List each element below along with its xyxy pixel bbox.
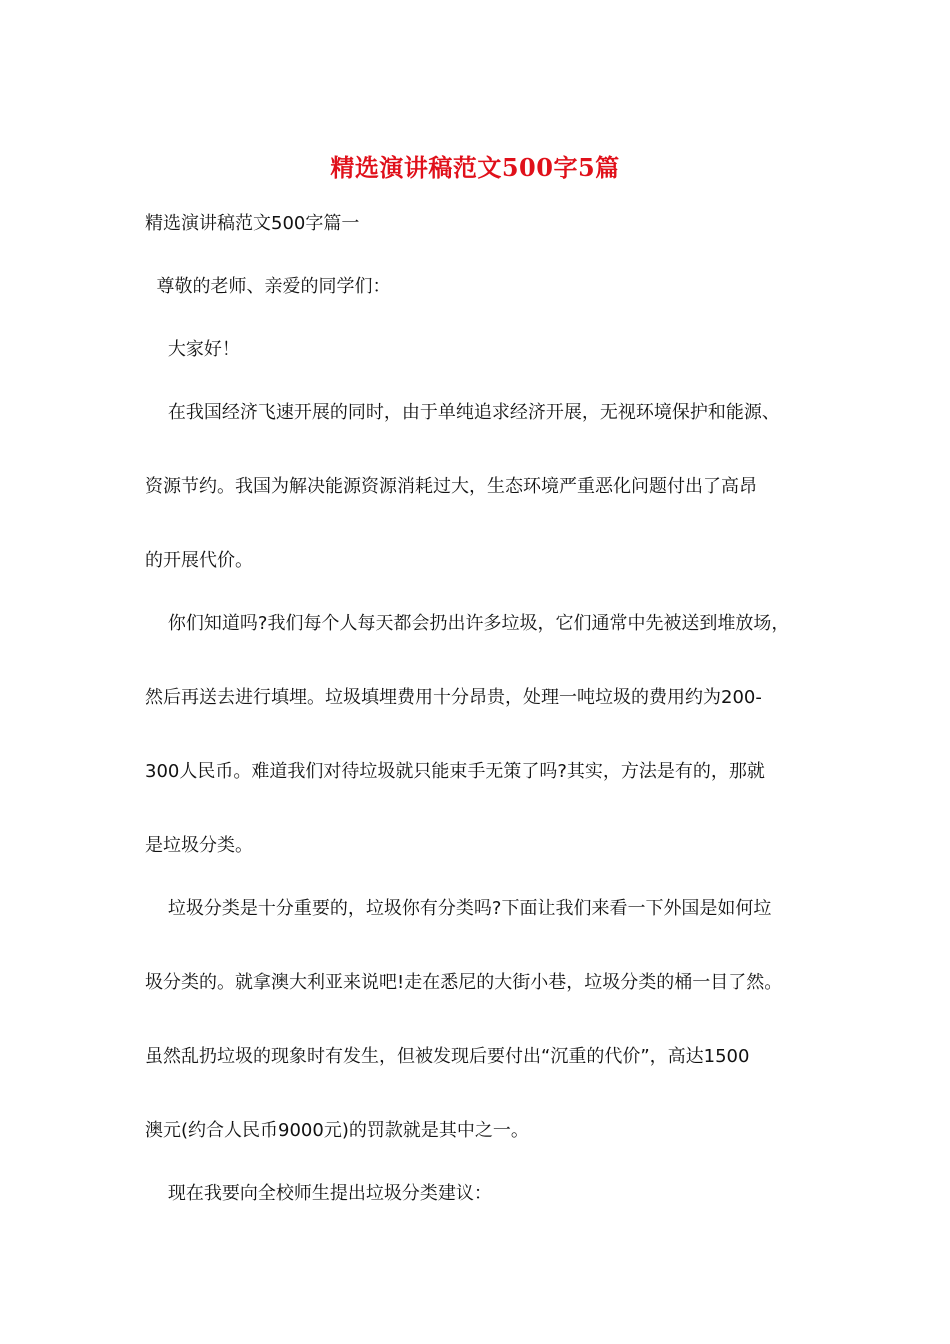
- paragraph-line: 虽然乱扔垃圾的现象时有发生，但被发现后要付出“沉重的代价”，高达1500: [145, 1046, 750, 1067]
- paragraph-line: 然后再送去进行填埋。垃圾填埋费用十分昂贵，处理一吨垃圾的费用约为200-: [145, 687, 762, 708]
- salutation-line: 尊敬的老师、亲爱的同学们：: [145, 276, 391, 297]
- paragraph-line: 在我国经济飞速开展的同时，由于单纯追求经济开展，无视环境保护和能源、: [145, 402, 780, 423]
- paragraph-line: 资源节约。我国为解决能源资源消耗过大，生态环境严重恶化问题付出了高昂: [145, 476, 757, 497]
- paragraph-line: 现在我要向全校师生提出垃圾分类建议：: [145, 1183, 492, 1204]
- paragraph-line: 的开展代价。: [145, 550, 253, 571]
- paragraph-line: 300人民币。难道我们对待垃圾就只能束手无策了吗?其实，方法是有的，那就: [145, 761, 765, 782]
- paragraph-line: 你们知道吗?我们每个人每天都会扔出许多垃圾，它们通常中先被送到堆放场，: [145, 613, 790, 634]
- document-title: 精选演讲稿范文500字5篇: [330, 153, 620, 182]
- paragraph-line: 是垃圾分类。: [145, 835, 253, 856]
- paragraph-line: 垃圾分类是十分重要的，垃圾你有分类吗?下面让我们来看一下外国是如何垃: [145, 898, 772, 919]
- paragraph-line: 圾分类的。就拿澳大利亚来说吧!走在悉尼的大街小巷，垃圾分类的桶一目了然。: [145, 972, 783, 993]
- section-heading: 精选演讲稿范文500字篇一: [145, 213, 360, 234]
- greeting-line: 大家好！: [145, 339, 240, 360]
- paragraph-line: 澳元(约合人民币9000元)的罚款就是其中之一。: [145, 1120, 529, 1141]
